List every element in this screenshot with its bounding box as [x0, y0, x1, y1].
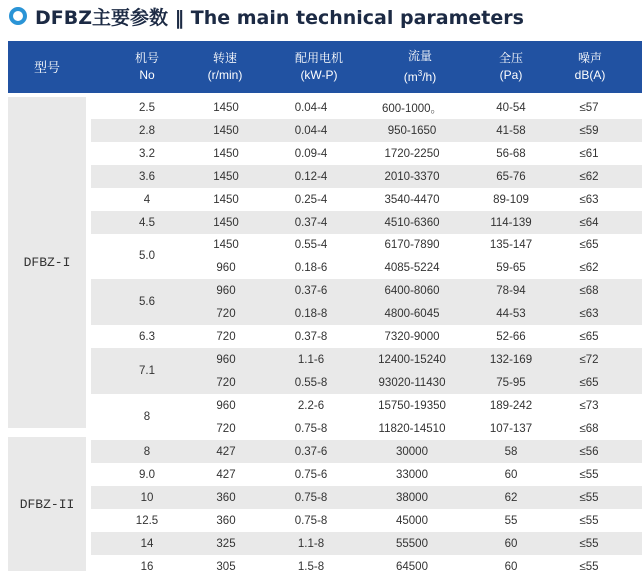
- cell-motor: 0.75-6: [294, 468, 328, 481]
- cell-pressure: 44-53: [496, 307, 526, 320]
- cell-pressure: 58: [504, 445, 518, 458]
- cell-motor: 2.2-6: [297, 399, 325, 412]
- header-no-label: 机号: [134, 51, 159, 65]
- cell-speed: 1450: [213, 101, 239, 114]
- cell-motor: 0.75-8: [294, 514, 328, 527]
- cell-flow: 93020-11430: [378, 376, 446, 389]
- cell-flow: 33000: [396, 468, 428, 481]
- cell-flow: 30000: [396, 445, 428, 458]
- page-title: [9, 2, 524, 30]
- cell-no: 6.3: [139, 330, 155, 343]
- cell-pressure: 40-54: [496, 101, 526, 114]
- cell-speed: 720: [216, 307, 236, 320]
- cell-pressure: 114-139: [490, 216, 532, 229]
- cell-speed: 305: [216, 560, 236, 573]
- header-model-label: 型号: [33, 59, 60, 75]
- header-model: [8, 41, 86, 93]
- header-pressure-label: 全压: [498, 51, 523, 65]
- cell-motor: 0.18-6: [294, 261, 328, 274]
- cell-flow: 950-1650: [387, 124, 437, 137]
- cell-flow: 600-1000。: [381, 102, 443, 115]
- cell-motor: 0.75-8: [294, 422, 328, 435]
- cell-flow: 6400-8060: [384, 284, 440, 297]
- header-flow-unit: [404, 65, 436, 86]
- cell-motor: 0.09-4: [294, 147, 328, 160]
- cell-speed: 360: [216, 491, 236, 504]
- header-motor-unit: (kW-P): [300, 68, 338, 82]
- cell-noise: ≤62: [579, 261, 599, 274]
- cell-no: 8: [143, 411, 151, 423]
- cell-motor: 0.25-4: [294, 193, 328, 206]
- cell-speed: 960: [216, 353, 236, 366]
- header-no: [117, 41, 177, 93]
- cell-flow: 7320-9000: [384, 330, 440, 343]
- cell-no: 14: [140, 537, 154, 550]
- cell-speed: 1450: [213, 124, 239, 137]
- cell-motor: 0.04-4: [294, 124, 328, 137]
- cell-flow: 4800-6045: [384, 307, 440, 320]
- cell-noise: ≤55: [579, 514, 599, 527]
- cell-motor: 0.55-4: [294, 238, 328, 251]
- cell-noise: ≤63: [579, 307, 599, 320]
- cell-pressure: 135-147: [489, 238, 533, 251]
- cell-pressure: 55: [504, 514, 518, 527]
- model-cell-dfbz-i: DFBZ-I: [8, 97, 86, 428]
- model-cell-dfbz-ii: DFBZ-II: [8, 437, 86, 571]
- cell-flow: 4510-6360: [384, 216, 440, 229]
- cell-speed: 1450: [213, 147, 239, 160]
- cell-speed: 720: [216, 376, 236, 389]
- cell-pressure: 62: [504, 491, 518, 504]
- cell-noise: ≤55: [579, 491, 599, 504]
- cell-no: 3.6: [139, 170, 155, 183]
- cell-noise: ≤56: [579, 445, 599, 458]
- header-flow: [370, 41, 470, 93]
- header-pressure: [478, 41, 544, 93]
- header-noise-label: 噪声: [577, 51, 602, 65]
- cell-noise: ≤61: [579, 147, 599, 160]
- cell-flow: 64500: [396, 560, 428, 573]
- cell-flow: 45000: [396, 514, 428, 527]
- cell-noise: ≤63: [579, 193, 599, 206]
- cell-speed: 1450: [213, 193, 239, 206]
- header-no-unit: No: [139, 68, 155, 82]
- header-flow-label: 流量: [407, 49, 432, 63]
- cell-motor: 0.37-6: [294, 284, 328, 297]
- cell-no: 3.2: [139, 147, 155, 160]
- cell-no: 2.8: [139, 124, 155, 137]
- cell-no: 2.5: [139, 101, 155, 114]
- header-motor-label: 配用电机: [294, 51, 343, 65]
- header-speed-unit: (r/min): [207, 68, 243, 82]
- cell-no: 5.6: [139, 296, 155, 308]
- cell-noise: ≤59: [579, 124, 599, 137]
- flow-unit-exp: 3: [417, 69, 423, 78]
- cell-noise: ≤62: [579, 170, 599, 183]
- cell-no: 4: [143, 193, 151, 206]
- cell-noise: ≤68: [579, 284, 599, 297]
- cell-pressure: 60: [504, 468, 518, 481]
- cell-no: 7.1: [139, 365, 155, 377]
- cell-no: 12.5: [135, 514, 159, 527]
- cell-speed: 1450: [213, 238, 239, 251]
- cell-pressure: 56-68: [496, 147, 526, 160]
- cell-flow: 38000: [396, 491, 428, 504]
- cell-motor: 0.12-4: [294, 170, 328, 183]
- cell-flow: 3540-4470: [384, 193, 440, 206]
- cell-flow: 55500: [396, 537, 428, 550]
- cell-noise: ≤68: [579, 422, 599, 435]
- cell-noise: ≤73: [579, 399, 599, 412]
- cell-speed: 325: [216, 537, 236, 550]
- cell-motor: 1.1-8: [297, 537, 325, 550]
- cell-speed: 1450: [213, 216, 239, 229]
- cell-pressure: 65-76: [496, 170, 526, 183]
- cell-pressure: 107-137: [489, 422, 533, 435]
- cell-motor: 1.1-6: [297, 353, 325, 366]
- cell-pressure: 75-95: [496, 376, 526, 389]
- cell-pressure: 60: [504, 560, 518, 573]
- cell-speed: 427: [216, 468, 236, 481]
- cell-motor: 0.37-8: [294, 330, 328, 343]
- cell-noise: ≤55: [579, 560, 599, 573]
- cell-speed: 720: [216, 330, 236, 343]
- circle-bullet-icon: [9, 7, 27, 25]
- cell-speed: 960: [216, 261, 236, 274]
- cell-speed: 960: [216, 399, 236, 412]
- cell-no: 10: [140, 491, 154, 504]
- cell-pressure: 41-58: [496, 124, 526, 137]
- cell-no: 5.0: [139, 250, 155, 262]
- cell-noise: ≤72: [579, 353, 599, 366]
- cell-speed: 360: [216, 514, 236, 527]
- cell-flow: 4085-5224: [384, 261, 440, 274]
- cell-motor: 0.75-8: [294, 491, 328, 504]
- cell-noise: ≤64: [579, 216, 599, 229]
- cell-flow: 12400-15240: [378, 353, 446, 366]
- header-pressure-unit: (Pa): [499, 68, 523, 82]
- header-noise-unit: dB(A): [574, 68, 606, 82]
- header-speed-label: 转速: [212, 51, 237, 65]
- cell-pressure: 52-66: [496, 330, 526, 343]
- cell-motor: 0.18-8: [294, 307, 328, 320]
- cell-flow: 6170-7890: [384, 238, 440, 251]
- cell-noise: ≤57: [579, 101, 599, 114]
- cell-no: 8: [143, 445, 151, 458]
- cell-pressure: 132-169: [489, 353, 533, 366]
- cell-motor: 0.04-4: [294, 101, 328, 114]
- cell-motor: 0.37-6: [294, 445, 328, 458]
- cell-pressure: 89-109: [493, 193, 529, 206]
- cell-pressure: 60: [504, 537, 518, 550]
- flow-unit-h: /h): [422, 70, 437, 84]
- cell-noise: ≤55: [579, 537, 599, 550]
- header-speed: [190, 41, 260, 93]
- cell-no: 4.5: [139, 216, 155, 229]
- cell-pressure: 78-94: [496, 284, 526, 297]
- cell-speed: 720: [216, 422, 236, 435]
- cell-flow: 15750-19350: [378, 399, 446, 412]
- cell-flow: 11820-14510: [378, 422, 446, 435]
- cell-noise: ≤65: [579, 376, 599, 389]
- cell-noise: ≤65: [579, 238, 599, 251]
- cell-no: 9.0: [139, 468, 155, 481]
- cell-noise: ≤65: [579, 330, 599, 343]
- cell-flow: 2010-3370: [384, 170, 440, 183]
- cell-motor: 0.37-4: [294, 216, 328, 229]
- header-motor: [274, 41, 364, 93]
- cell-motor: 1.5-8: [297, 560, 325, 573]
- cell-speed: 1450: [213, 170, 239, 183]
- flow-unit-m: (m: [403, 70, 418, 84]
- cell-speed: 427: [216, 445, 236, 458]
- cell-no: 16: [140, 560, 154, 573]
- cell-flow: 1720-2250: [384, 147, 440, 160]
- cell-pressure: 59-65: [496, 261, 526, 274]
- header-noise: [560, 41, 620, 93]
- table-header: [8, 41, 642, 93]
- cell-motor: 0.55-8: [294, 376, 328, 389]
- cell-speed: 960: [216, 284, 236, 297]
- title-text: DFBZ主要参数 ‖ The main technical parameters: [35, 6, 524, 29]
- cell-pressure: 189-242: [489, 399, 533, 412]
- cell-noise: ≤55: [579, 468, 599, 481]
